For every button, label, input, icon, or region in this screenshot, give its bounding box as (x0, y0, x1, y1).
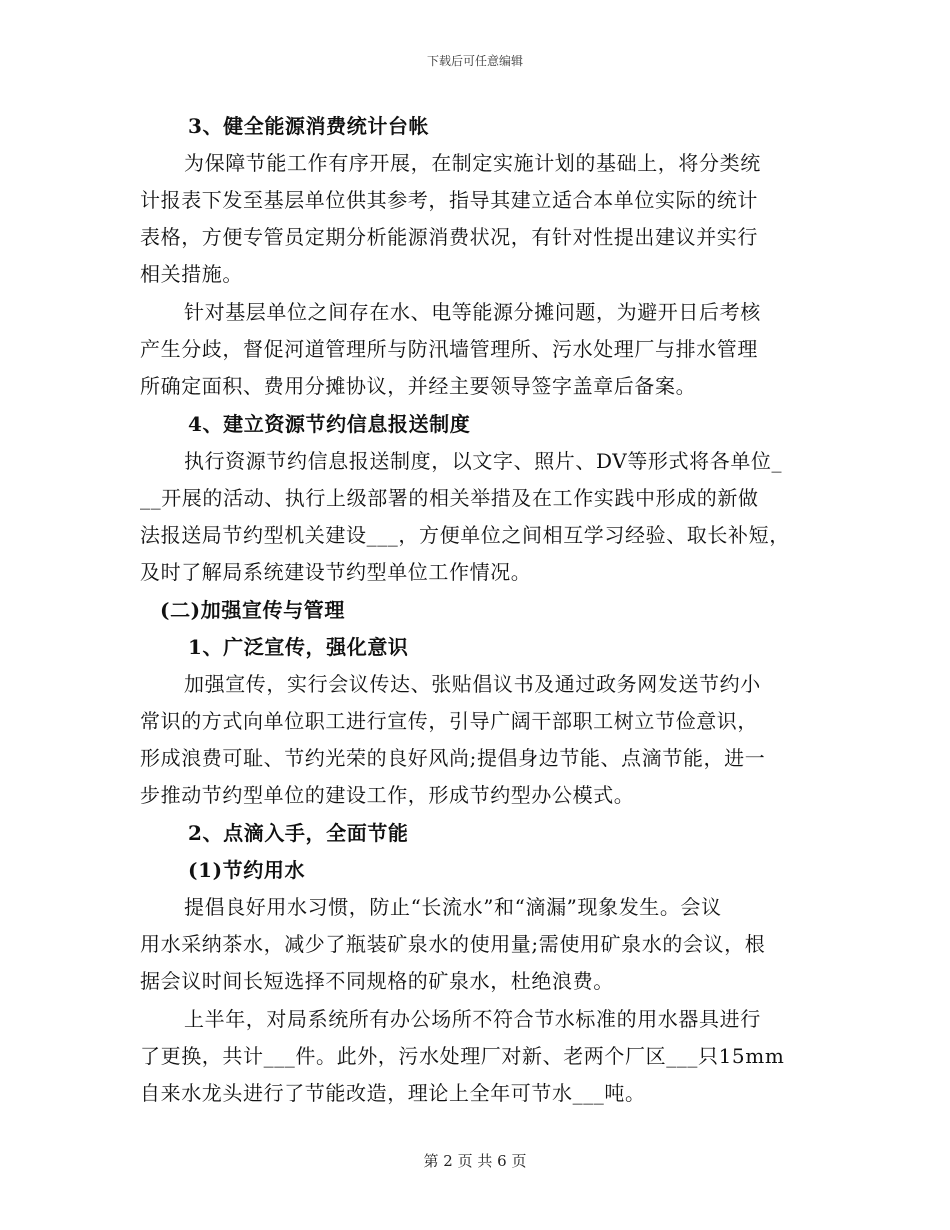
text-line: 用水采纳茶水，减少了瓶装矿泉水的使用量;需使用矿泉水的会议，根 (140, 932, 766, 956)
paragraph-cost-sharing (140, 294, 820, 405)
text-line: 了更换，共计___件。此外，污水处理厂对新、老两个厂区___只15mm (140, 1044, 785, 1068)
text-line: 产生分歧，督促河道管理所与防汛墙管理所、污水处理厂与排水管理 (140, 337, 758, 361)
page-number: 第 2 页 共 6 页 (423, 1152, 527, 1170)
text-line: 为保障节能工作有序开展，在制定实施计划的基础上，将分类统 (184, 151, 761, 175)
paragraph-statistics-ledger (140, 145, 820, 293)
text-line: 及时了解局系统建设节约型单位工作情况。 (140, 560, 532, 584)
subsection-heading-2: 2、点滴入手，全面节能 (188, 821, 409, 845)
document-body (140, 108, 820, 1113)
paragraph-info-reporting (140, 443, 820, 591)
subsection-heading-1: 1、广泛宣传，强化意识 (188, 635, 409, 659)
text-line: 针对基层单位之间存在水、电等能源分摊问题，为避开日后考核 (184, 300, 761, 324)
text-line: 执行资源节约信息报送制度，以文字、照片、DV等形式将各单位_ (184, 449, 783, 473)
text-line: 据会议时间长短选择不同规格的矿泉水，杜绝浪费。 (140, 969, 614, 993)
text-line: 加强宣传，实行会议传达、张贴倡议书及通过政务网发送节约小 (184, 672, 761, 696)
text-line: 所确定面积、费用分摊协议，并经主要领导签字盖章后备案。 (140, 374, 697, 398)
text-line: 自来水龙头进行了节能改造，理论上全年可节水___吨。 (140, 1081, 646, 1105)
page-header-note: 下载后可任意编辑 (426, 54, 523, 68)
text-line: 计报表下发至基层单位供其参考，指导其建立适合本单位实际的统计 (140, 188, 758, 212)
text-line: 法报送局节约型机关建设___，方便单位之间相互学习经验、取长补短， (140, 523, 790, 547)
text-line: 步推动节约型单位的建设工作，形成节约型办公模式。 (140, 783, 635, 807)
paragraph-water-habits (140, 889, 820, 1000)
text-line: 提倡良好用水习惯，防止“长流水”和“滴漏”现象发生。会议 (184, 895, 722, 919)
section-heading-4: 4、建立资源节约信息报送制度 (188, 412, 471, 436)
text-line: 常识的方式向单位职工进行宣传，引导广阔干部职工树立节俭意识， (140, 709, 758, 733)
text-line: 相关措施。 (140, 262, 243, 286)
text-line: 表格，方便专管员定期分析能源消费状况，有针对性提出建议并实行 (140, 225, 758, 249)
text-line: __开展的活动、执行上级部署的相关举措及在工作实践中形成的新做 (140, 486, 759, 510)
section-heading-publicity: (二)加强宣传与管理 (160, 598, 345, 622)
subsection-heading-water: (1)节约用水 (188, 858, 306, 882)
paragraph-water-fixtures (140, 1001, 820, 1112)
paragraph-publicity (140, 666, 820, 814)
text-line: 形成浪费可耻、节约光荣的良好风尚;提倡身边节能、点滴节能，进一 (140, 746, 766, 770)
section-heading-3: 3、健全能源消费统计台帐 (188, 114, 430, 138)
text-line: 上半年，对局系统所有办公场所不符合节水标准的用水器具进行 (184, 1007, 761, 1031)
